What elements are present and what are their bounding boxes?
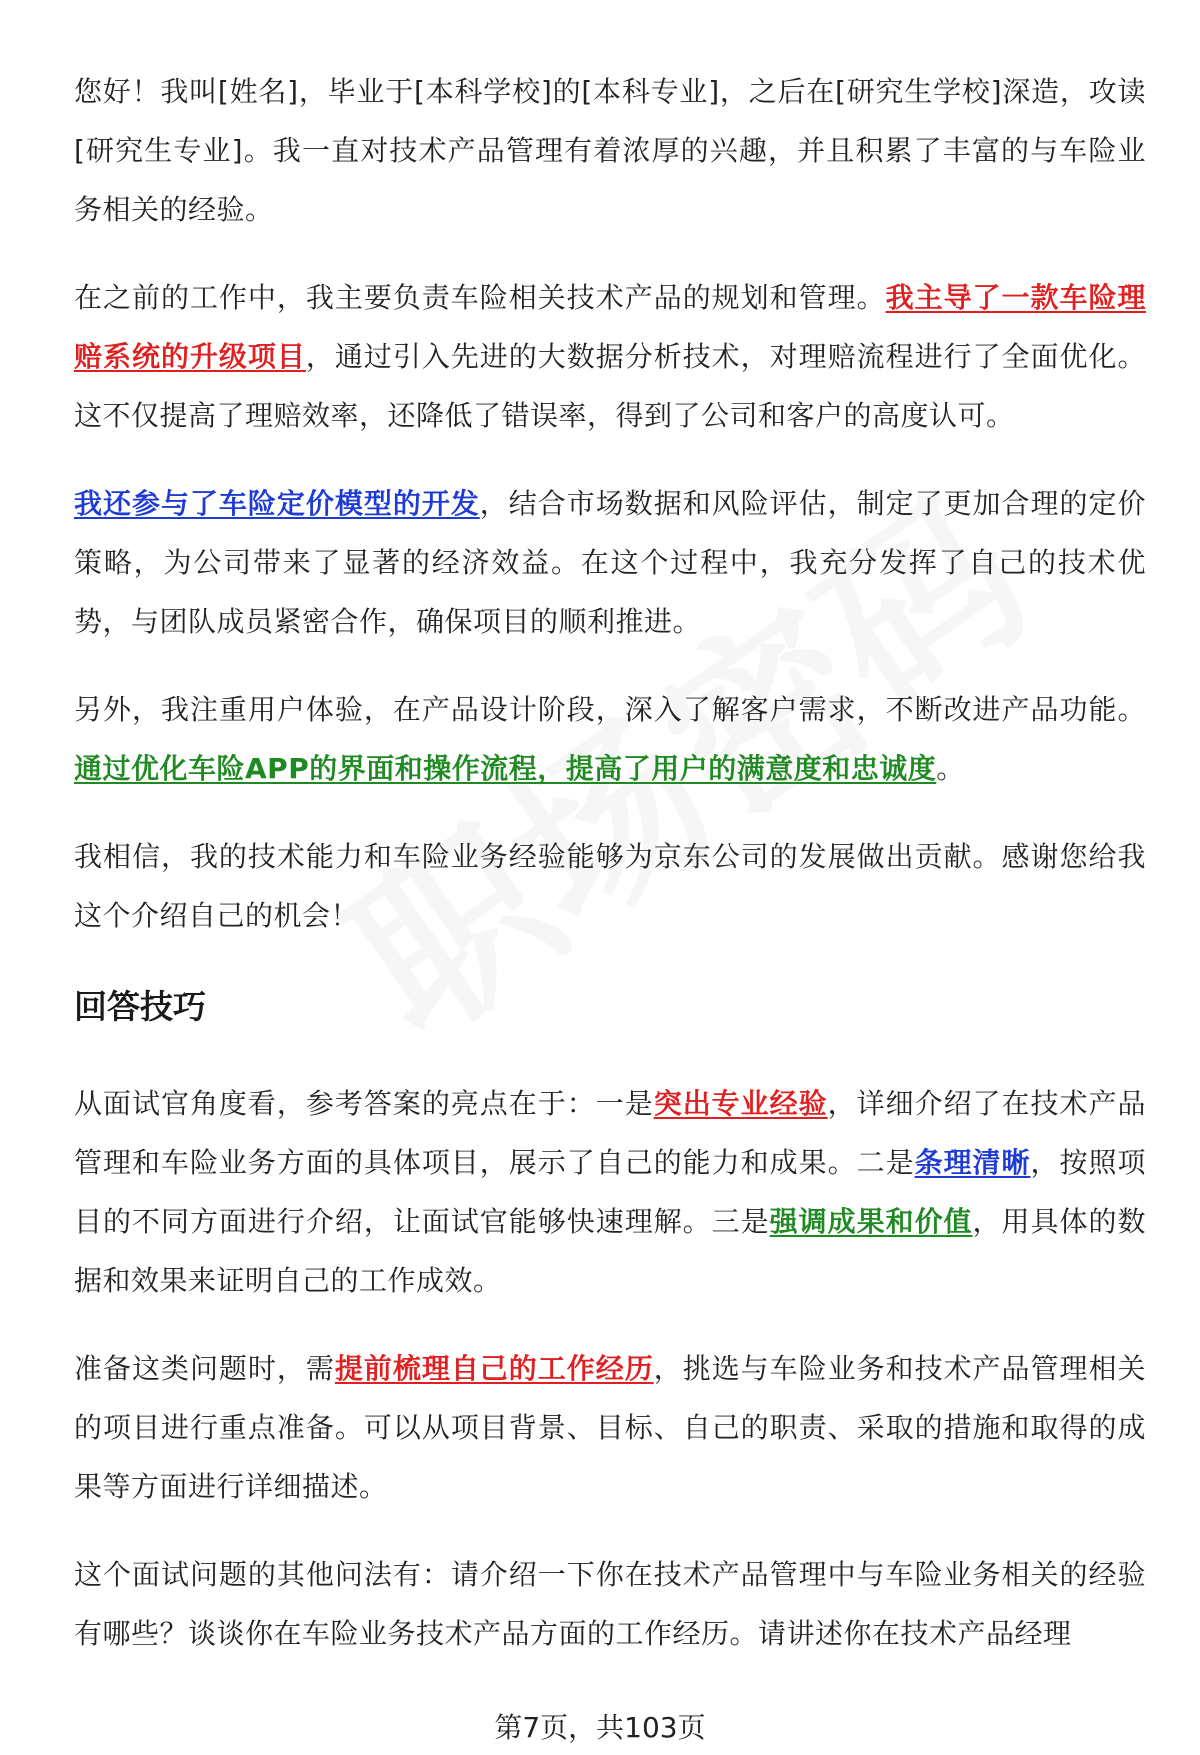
body-text: ，通过引入先进的大数据分析技术，对理赔流程进行了全面优化。这不仅提高了理赔效率，还降低了错误率，得到了公司和客户的高度认可。 bbox=[74, 340, 1146, 432]
tip-paragraph bbox=[74, 1339, 1146, 1516]
page-footer: 第7页，共103页 bbox=[494, 1711, 706, 1744]
body-text: ，详细介绍了在技术产品管理和车险业务方面的具体项目，展示了自己的能力和成果。二是 bbox=[74, 1087, 1146, 1179]
tip-paragraph bbox=[74, 1545, 1146, 1663]
body-text: ，结合市场数据和风险评估，制定了更加合理的定价策略，为公司带来了显著的经济效益。在这个过程中，我充分发挥了自己的技术优势，与团队成员紧密合作，确保项目的顺利推进。 bbox=[74, 487, 1146, 638]
tip-paragraph bbox=[74, 1074, 1146, 1310]
section-title: 回答技巧 bbox=[74, 987, 206, 1026]
highlighted-text: 我还参与了车险定价模型的开发 bbox=[74, 487, 480, 520]
tips-section bbox=[74, 1074, 1146, 1663]
highlighted-text: 条理清晰 bbox=[914, 1146, 1031, 1179]
answer-paragraph bbox=[74, 268, 1146, 445]
answer-paragraph bbox=[74, 62, 1146, 239]
highlighted-text: 提前梳理自己的工作经历 bbox=[334, 1352, 654, 1385]
body-text: 。 bbox=[936, 752, 965, 785]
answer-paragraph bbox=[74, 827, 1146, 945]
answer-paragraph bbox=[74, 474, 1146, 651]
body-text: 您好！我叫[姓名]，毕业于[本科学校]的[本科专业]，之后在[研究生学校]深造，攻读[研究生专业]。我一直对技术产品管理有着浓厚的兴趣，并且积累了丰富的与车险业务相关的经验。 bbox=[74, 75, 1146, 226]
body-text: 在之前的工作中，我主要负责车险相关技术产品的规划和管理。 bbox=[74, 281, 886, 314]
page-content bbox=[74, 62, 1146, 1692]
body-text: 这个面试问题的其他问法有：请介绍一下你在技术产品管理中与车险业务相关的经验有哪些？谈谈你在车险业务技术产品方面的工作经历。请讲述你在技术产品经理 bbox=[74, 1558, 1146, 1650]
highlighted-text: 我主导了一款车险理赔系统的升级项目 bbox=[74, 281, 1146, 373]
highlighted-text: 突出专业经验 bbox=[653, 1087, 828, 1120]
body-text: 另外，我注重用户体验，在产品设计阶段，深入了解客户需求，不断改进产品功能。 bbox=[74, 693, 1146, 726]
answer-section bbox=[74, 62, 1146, 945]
body-text: 从面试官角度看，参考答案的亮点在于：一是 bbox=[74, 1087, 654, 1120]
body-text: 准备这类问题时，需 bbox=[74, 1352, 335, 1385]
body-text: ，用具体的数据和效果来证明自己的工作成效。 bbox=[74, 1205, 1146, 1297]
body-text: ，挑选与车险业务和技术产品管理相关的项目进行重点准备。可以从项目背景、目标、自己的职责、采取的措施和取得的成果等方面进行详细描述。 bbox=[74, 1352, 1146, 1503]
body-text: 我相信，我的技术能力和车险业务经验能够为京东公司的发展做出贡献。感谢您给我这个介绍自己的机会！ bbox=[74, 840, 1146, 932]
body-text: ，按照项目的不同方面进行介绍，让面试官能够快速理解。三是 bbox=[74, 1146, 1146, 1238]
answer-paragraph bbox=[74, 680, 1146, 798]
highlighted-text: 强调成果和价值 bbox=[769, 1205, 973, 1238]
highlighted-text: 通过优化车险APP的界面和操作流程，提高了用户的满意度和忠诚度 bbox=[74, 752, 937, 785]
